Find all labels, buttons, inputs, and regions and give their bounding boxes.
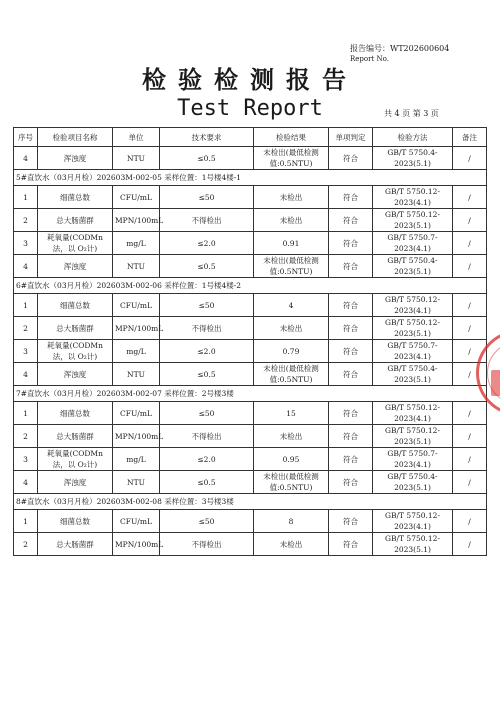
cell-index: 3 bbox=[14, 232, 38, 255]
cell-item: 细菌总数 bbox=[38, 186, 113, 209]
cell-method: GB/T 5750.12-2023(5.1) bbox=[373, 317, 453, 340]
cell-remark: / bbox=[453, 533, 487, 556]
cell-item: 总大肠菌群 bbox=[38, 209, 113, 232]
cell-unit: MPN/100mL bbox=[113, 533, 160, 556]
cell-unit: NTU bbox=[113, 255, 160, 278]
cell-index: 2 bbox=[14, 317, 38, 340]
cell-index: 4 bbox=[14, 363, 38, 386]
table-row bbox=[14, 255, 487, 278]
cell-index: 4 bbox=[14, 471, 38, 494]
cell-result: 15 bbox=[254, 402, 329, 425]
cell-item: 浑浊度 bbox=[38, 471, 113, 494]
cell-requirement: 不得检出 bbox=[160, 317, 254, 340]
cell-index: 4 bbox=[14, 147, 38, 170]
cell-requirement: 不得检出 bbox=[160, 533, 254, 556]
cell-remark: / bbox=[453, 147, 487, 170]
table-row bbox=[14, 209, 487, 232]
cell-unit: mg/L bbox=[113, 232, 160, 255]
cell-result: 0.91 bbox=[254, 232, 329, 255]
cell-result: 未检出(最低检测值:0.5NTU) bbox=[254, 147, 329, 170]
cell-unit: mg/L bbox=[113, 448, 160, 471]
col-header-judgement: 单项判定 bbox=[329, 128, 373, 147]
cell-method: GB/T 5750.12-2023(4.1) bbox=[373, 510, 453, 533]
cell-item: 细菌总数 bbox=[38, 402, 113, 425]
cell-result: 未检出(最低检测值:0.5NTU) bbox=[254, 363, 329, 386]
cell-index: 3 bbox=[14, 448, 38, 471]
cell-remark: / bbox=[453, 186, 487, 209]
cell-item: 耗氧量(CODMn 法，以 O₂计) bbox=[38, 232, 113, 255]
col-header-item: 检验项目名称 bbox=[38, 128, 113, 147]
cell-method: GB/T 5750.7-2023(4.1) bbox=[373, 232, 453, 255]
cell-item: 细菌总数 bbox=[38, 294, 113, 317]
cell-method: GB/T 5750.12-2023(4.1) bbox=[373, 402, 453, 425]
cell-unit: MPN/100mL bbox=[113, 425, 160, 448]
sample-group-label: 8#直饮水（03月月检）202603M-002-08 采样位置：3号楼3楼 bbox=[14, 494, 487, 510]
col-header-method: 检验方法 bbox=[373, 128, 453, 147]
cell-result: 未检出 bbox=[254, 186, 329, 209]
table-row bbox=[14, 533, 487, 556]
cell-item: 总大肠菌群 bbox=[38, 317, 113, 340]
cell-method: GB/T 5750.12-2023(5.1) bbox=[373, 533, 453, 556]
cell-method: GB/T 5750.4-2023(5.1) bbox=[373, 147, 453, 170]
cell-requirement: ≤0.5 bbox=[160, 147, 254, 170]
cell-result: 未检出 bbox=[254, 317, 329, 340]
cell-method: GB/T 5750.12-2023(5.1) bbox=[373, 209, 453, 232]
table-header-row bbox=[14, 128, 487, 147]
cell-remark: / bbox=[453, 510, 487, 533]
col-header-result: 检验结果 bbox=[254, 128, 329, 147]
cell-method: GB/T 5750.4-2023(5.1) bbox=[373, 471, 453, 494]
cell-judgement: 符合 bbox=[329, 425, 373, 448]
cell-judgement: 符合 bbox=[329, 209, 373, 232]
cell-judgement: 符合 bbox=[329, 317, 373, 340]
cell-unit: CFU/mL bbox=[113, 294, 160, 317]
cell-judgement: 符合 bbox=[329, 471, 373, 494]
cell-judgement: 符合 bbox=[329, 255, 373, 278]
cell-method: GB/T 5750.12-2023(4.1) bbox=[373, 186, 453, 209]
sample-group-label: 5#直饮水（03月月检）202603M-002-05 采样位置：1号楼4楼-1 bbox=[14, 170, 487, 186]
col-header-index: 序号 bbox=[14, 128, 38, 147]
cell-result: 8 bbox=[254, 510, 329, 533]
cell-index: 3 bbox=[14, 340, 38, 363]
cell-result: 4 bbox=[254, 294, 329, 317]
cell-remark: / bbox=[453, 317, 487, 340]
cell-result: 未检出 bbox=[254, 209, 329, 232]
sample-group-row bbox=[14, 170, 487, 186]
col-header-remark: 备注 bbox=[453, 128, 487, 147]
table-row bbox=[14, 471, 487, 494]
cell-unit: NTU bbox=[113, 363, 160, 386]
col-header-unit: 单位 bbox=[113, 128, 160, 147]
table-row bbox=[14, 425, 487, 448]
cell-requirement: ≤50 bbox=[160, 510, 254, 533]
cell-unit: MPN/100mL bbox=[113, 317, 160, 340]
sample-group-row bbox=[14, 278, 487, 294]
sample-group-row bbox=[14, 386, 487, 402]
cell-index: 1 bbox=[14, 510, 38, 533]
cell-requirement: ≤50 bbox=[160, 294, 254, 317]
cell-requirement: ≤50 bbox=[160, 186, 254, 209]
cell-item: 浑浊度 bbox=[38, 255, 113, 278]
cell-index: 2 bbox=[14, 425, 38, 448]
cell-remark: / bbox=[453, 425, 487, 448]
cell-judgement: 符合 bbox=[329, 363, 373, 386]
cell-judgement: 符合 bbox=[329, 147, 373, 170]
sample-group-row bbox=[14, 494, 487, 510]
cell-index: 2 bbox=[14, 533, 38, 556]
cell-result: 未检出(最低检测值:0.5NTU) bbox=[254, 255, 329, 278]
cell-method: GB/T 5750.12-2023(4.1) bbox=[373, 294, 453, 317]
cell-requirement: ≤2.0 bbox=[160, 340, 254, 363]
report-number-en: Report No. bbox=[350, 55, 389, 63]
cell-remark: / bbox=[453, 402, 487, 425]
cell-requirement: ≤0.5 bbox=[160, 363, 254, 386]
table-row bbox=[14, 448, 487, 471]
sample-group-label: 6#直饮水（03月月检）202603M-002-06 采样位置：1号楼4楼-2 bbox=[14, 278, 487, 294]
table-row bbox=[14, 186, 487, 209]
cell-remark: / bbox=[453, 340, 487, 363]
table-row bbox=[14, 232, 487, 255]
cell-method: GB/T 5750.7-2023(4.1) bbox=[373, 448, 453, 471]
table-row bbox=[14, 317, 487, 340]
cell-item: 耗氧量(CODMn 法，以 O₂计) bbox=[38, 340, 113, 363]
cell-requirement: ≤2.0 bbox=[160, 232, 254, 255]
cell-remark: / bbox=[453, 448, 487, 471]
cell-requirement: ≤0.5 bbox=[160, 255, 254, 278]
cell-item: 浑浊度 bbox=[38, 363, 113, 386]
cell-judgement: 符合 bbox=[329, 340, 373, 363]
cell-method: GB/T 5750.7-2023(4.1) bbox=[373, 340, 453, 363]
table-row bbox=[14, 402, 487, 425]
cell-unit: NTU bbox=[113, 147, 160, 170]
table-body bbox=[14, 147, 487, 556]
report-number bbox=[350, 43, 449, 65]
cell-item: 浑浊度 bbox=[38, 147, 113, 170]
cell-unit: MPN/100mL bbox=[113, 209, 160, 232]
cell-index: 1 bbox=[14, 402, 38, 425]
cell-method: GB/T 5750.4-2023(5.1) bbox=[373, 255, 453, 278]
cell-judgement: 符合 bbox=[329, 533, 373, 556]
cell-requirement: 不得检出 bbox=[160, 209, 254, 232]
cell-judgement: 符合 bbox=[329, 186, 373, 209]
cell-result: 未检出(最低检测值:0.5NTU) bbox=[254, 471, 329, 494]
cell-judgement: 符合 bbox=[329, 402, 373, 425]
page-info: 共 4 页 第 3 页 bbox=[384, 109, 439, 118]
cell-method: GB/T 5750.4-2023(5.1) bbox=[373, 363, 453, 386]
table-row bbox=[14, 510, 487, 533]
cell-judgement: 符合 bbox=[329, 510, 373, 533]
cell-index: 2 bbox=[14, 209, 38, 232]
results-table bbox=[13, 127, 487, 556]
cell-result: 未检出 bbox=[254, 533, 329, 556]
cell-unit: NTU bbox=[113, 471, 160, 494]
cell-remark: / bbox=[453, 232, 487, 255]
sample-group-label: 7#直饮水（03月月检）202603M-002-07 采样位置：2号楼3楼 bbox=[14, 386, 487, 402]
report-title-en: Test Report bbox=[177, 96, 323, 121]
cell-unit: CFU/mL bbox=[113, 402, 160, 425]
cell-item: 总大肠菌群 bbox=[38, 425, 113, 448]
table-row bbox=[14, 340, 487, 363]
cell-remark: / bbox=[453, 471, 487, 494]
cell-judgement: 符合 bbox=[329, 448, 373, 471]
cell-requirement: 不得检出 bbox=[160, 425, 254, 448]
cell-remark: / bbox=[453, 255, 487, 278]
report-number-cn: 报告编号：WT202600604 bbox=[350, 44, 450, 53]
table-row bbox=[14, 147, 487, 170]
cell-remark: / bbox=[453, 363, 487, 386]
cell-item: 总大肠菌群 bbox=[38, 533, 113, 556]
cell-unit: mg/L bbox=[113, 340, 160, 363]
table-row bbox=[14, 363, 487, 386]
table-row bbox=[14, 294, 487, 317]
col-header-requirement: 技术要求 bbox=[160, 128, 254, 147]
cell-judgement: 符合 bbox=[329, 232, 373, 255]
report-title-cn: 检验检测报告 bbox=[142, 65, 358, 94]
cell-requirement: ≤50 bbox=[160, 402, 254, 425]
cell-index: 4 bbox=[14, 255, 38, 278]
cell-index: 1 bbox=[14, 186, 38, 209]
cell-result: 未检出 bbox=[254, 425, 329, 448]
cell-item: 耗氧量(CODMn 法，以 O₂计) bbox=[38, 448, 113, 471]
cell-requirement: ≤2.0 bbox=[160, 448, 254, 471]
cell-item: 细菌总数 bbox=[38, 510, 113, 533]
cell-remark: / bbox=[453, 294, 487, 317]
cell-unit: CFU/mL bbox=[113, 510, 160, 533]
cell-unit: CFU/mL bbox=[113, 186, 160, 209]
cell-result: 0.95 bbox=[254, 448, 329, 471]
cell-method: GB/T 5750.12-2023(5.1) bbox=[373, 425, 453, 448]
cell-judgement: 符合 bbox=[329, 294, 373, 317]
paging-seal bbox=[491, 370, 500, 396]
cell-remark: / bbox=[453, 209, 487, 232]
cell-requirement: ≤0.5 bbox=[160, 471, 254, 494]
cell-index: 1 bbox=[14, 294, 38, 317]
cell-result: 0.79 bbox=[254, 340, 329, 363]
